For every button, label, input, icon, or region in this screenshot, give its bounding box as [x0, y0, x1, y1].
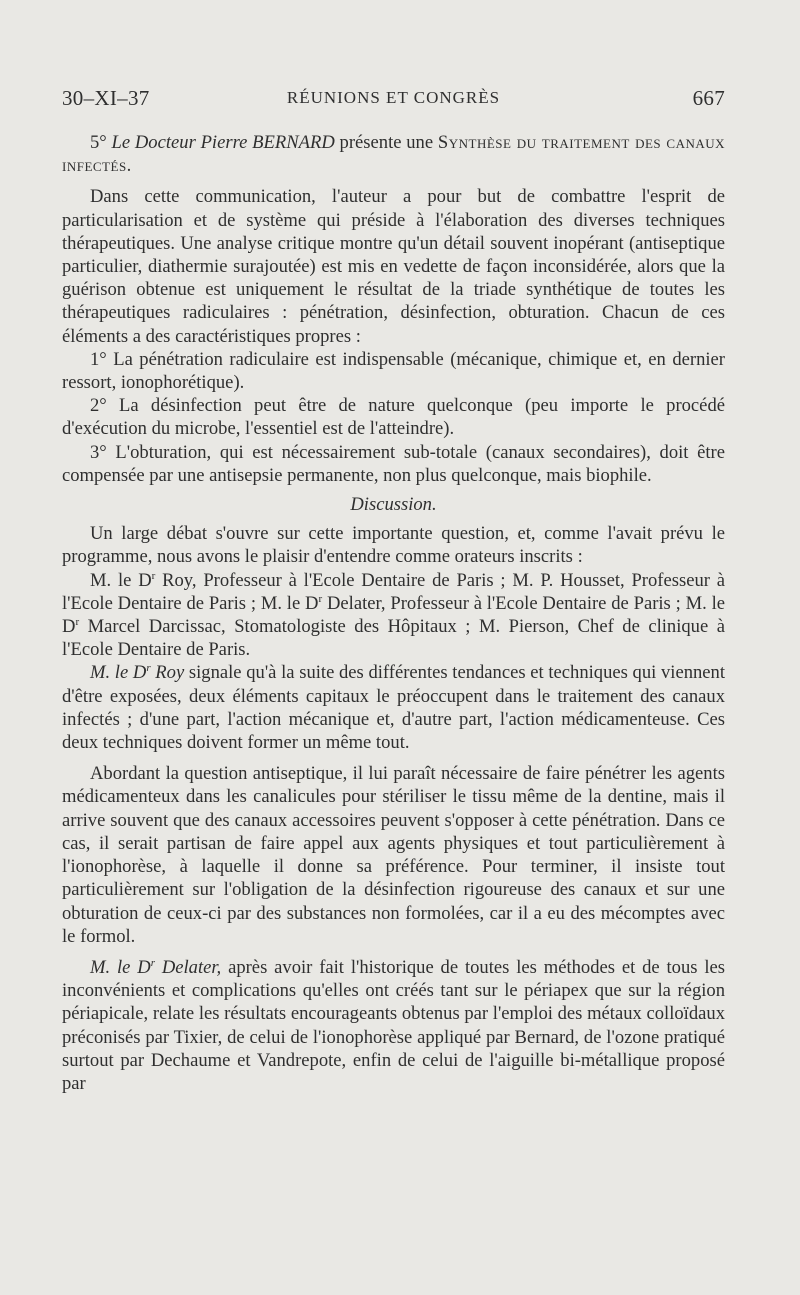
speaker-delater [90, 957, 221, 978]
page-number: 667 [692, 86, 725, 110]
speakers-text-c: Delater, Professeur à l'Ecole Dentaire de Paris ; M. le D [62, 592, 725, 638]
paragraph-point-3: 3° L'obturation, qui est nécessairement sub-totale (canaux secondaires), doit être compensée par une antisepsie permanente, non plus quelconque, mais biophile. [62, 441, 725, 486]
speakers-sup-1: r [151, 569, 156, 582]
header-date: 30–XI–37 [62, 86, 150, 110]
speaker-delater-name: Delater, [154, 956, 222, 978]
speakers-sup-2: r [318, 592, 323, 605]
paragraph-antiseptic: Abordant la question antiseptique, il lui paraît nécessaire de faire pénétrer les agents médicamenteux dans les canalicules pour stériliser le tissu même de la dentine, mais il arrive souvent que des canaux accessoires peuvent s'opposer à cette pénétration. Dans ce cas, il serait partisan de faire appel aux agents physiques et tout particulièrement à l'ionophorèse, à laquelle il donne sa préférence. Pour terminer, il insiste tout particulièrement sur l'obligation de la désinfection rigoureuse des canaux et sur une obturation de ceux-ci par des substances non formolées, car il a eu des mécomptes avec le formol. [62, 763, 725, 947]
discussion-heading: Discussion. [350, 494, 437, 516]
paragraph-point-2: 2° La désinfection peut être de nature quelconque (peu importe le procédé d'exécution du microbe, l'essentiel est de l'atteindre). [62, 395, 725, 440]
paragraph-roy [62, 661, 725, 754]
speaker-delater-prefix: M. le D [90, 956, 151, 978]
speakers-text-b: Roy, Professeur à l'Ecole Dentaire de Paris ; M. P. Housset, Professeur à l'Ecole Dentaire de Paris ; M. le D [62, 569, 725, 614]
communication-title: Synthèse du traitement des canaux infectés. [62, 132, 726, 177]
roy-text: signale qu'à la suite des différentes tendances et techniques qui viennent d'être exposées, deux éléments capitaux le préoccupent dans le traitement des canaux infectés ; d'une part, l'action mécanique et, d'autre part, l'action médicamenteuse. Ces deux techniques doivent former un même tout. [62, 662, 726, 754]
header-section-title: RÉUNIONS ET CONGRÈS [286, 88, 501, 107]
article-body [62, 131, 725, 1095]
item-number: 5° [90, 132, 112, 153]
paragraph-intro [62, 131, 725, 177]
speaker-roy-name: Roy [150, 662, 185, 684]
speaker-roy [90, 662, 184, 683]
author-name: Le Docteur Pierre BERNARD [111, 132, 335, 153]
speakers-sup-3: r [75, 616, 80, 629]
speaker-delater-sup: r [150, 956, 155, 969]
paragraph-point-1: 1° La pénétration radiculaire est indispensable (mécanique, chimique et, en dernier ressort, ionophorétique). [62, 348, 725, 394]
paragraph-summary: Dans cette communication, l'auteur a pour but de combattre l'esprit de particularisation et de système qui préside à l'élaboration des diverses techniques thérapeutiques. Une analyse critique montre qu'un détail souvent inopérant (antiseptique particulier, diathermie surajoutée) est mis en vedette de façon inconsidérée, alors que la guérison obtenue est uniquement le résultat de la triade synthétique de toutes les thérapeutiques radiculaires : pénétration, désinfection, obturation. Chacun de ces éléments a des caractéristiques propres : [62, 186, 725, 347]
speakers-text-a: M. le D [90, 569, 152, 591]
running-header [62, 86, 725, 116]
speaker-roy-prefix: M. le D [90, 662, 147, 684]
speaker-roy-sup: r [146, 662, 151, 675]
intro-text: présente une [334, 132, 438, 153]
speakers-text-d: Marcel Darcissac, Stomatologiste des Hôpitaux ; M. Pierson, Chef de clinique à l'Ecole Dentaire de Paris. [62, 616, 725, 661]
paragraph-debate: Un large débat s'ouvre sur cette importante question, et, comme l'avait prévu le programme, nous avons le plaisir d'entendre comme orateurs inscrits : [62, 523, 725, 568]
paragraph-delater [62, 956, 725, 1095]
paragraph-speakers [62, 569, 725, 662]
delater-text: après avoir fait l'historique de toutes les méthodes et de tous les inconvénients et complications qu'elles ont créés tant sur le périapex que sur la région périapicale, relate les résultats encourageants obtenus par l'emploi des métaux colloïdaux préconisés par Tixier, de celui de l'ionophorèse appliqué par Bernard, de l'ozone pratiqué surtout par Dechaume et Vandrepote, enfin de celui de l'aiguille bi-métallique proposé par [62, 956, 726, 1094]
